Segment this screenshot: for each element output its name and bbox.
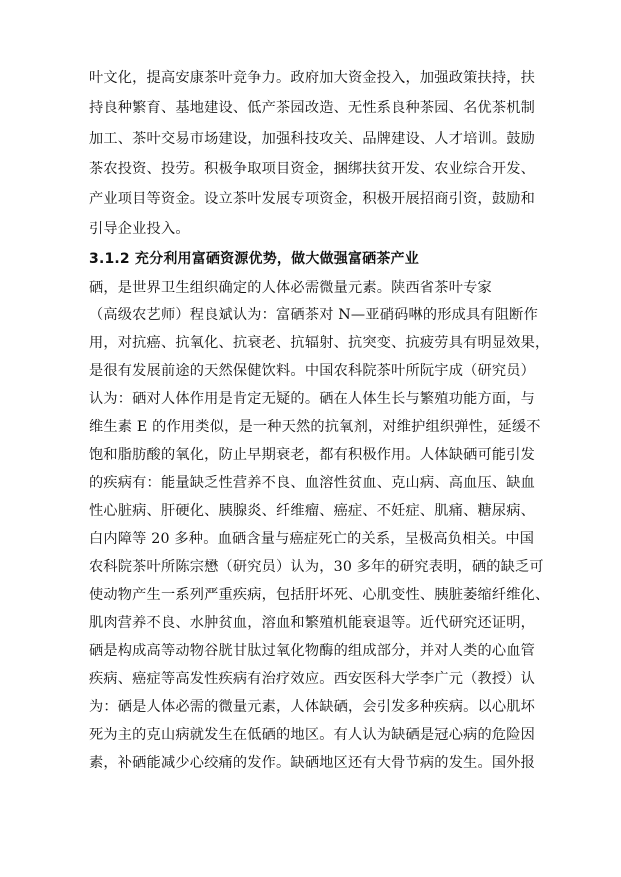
paragraph-line: 为：硒是人体必需的微量元素，人体缺硒，会引发多种疾病。以心肌坏 [89, 699, 536, 715]
paragraph-line: 加工、茶叶交易市场建设，加强科技攻关、品牌建设、人才培训。鼓励 [89, 131, 536, 147]
paragraph-line: 认为：硒对人体作用是肯定无疑的。硒在人体生长与繁殖功能方面，与 [89, 391, 536, 407]
paragraph-line: 白内障等 20 多种。血硒含量与癌症死亡的关系，呈极高负相关。中国 [89, 531, 535, 547]
paragraph-line: 引导企业投入。 [89, 221, 190, 237]
paragraph-line: （高级农艺师）程良斌认为：富硒茶对 N—亚硝码啉的形成具有阻断作 [89, 307, 538, 323]
section-heading: 3.1.2 充分利用富硒资源优势，做大做强富硒茶产业 [89, 251, 419, 267]
paragraph-line: 维生素 E 的作用类似，是一种天然的抗氧剂，对维护组织弹性，延缓不 [89, 419, 541, 435]
paragraph-line: 硒，是世界卫生组织确定的人体必需微量元素。陕西省茶叶专家 [89, 280, 492, 296]
paragraph-line: 农科院茶叶所陈宗懋（研究员）认为，30 多年的研究表明，硒的缺乏可 [89, 559, 544, 575]
paragraph-line: 的疾病有：能量缺乏性营养不良、血溶性贫血、克山病、高血压、缺血 [89, 475, 536, 491]
paragraph-line: 疾病、癌症等高发性疾病有治疗效应。西安医科大学李广元（教授）认 [89, 671, 536, 687]
paragraph-line: 死为主的克山病就发生在低硒的地区。有人认为缺硒是冠心病的危险因 [89, 727, 536, 743]
paragraph-line: 用，对抗癌、抗氧化、抗衰老、抗辐射、抗突变、抗疲劳具有明显效果， [89, 335, 550, 351]
paragraph-line: 产业项目等资金。设立茶叶发展专项资金，积极开展招商引资，鼓励和 [89, 191, 536, 207]
paragraph-line: 叶文化，提高安康茶叶竞争力。政府加大资金投入，加强政策扶持，扶 [89, 70, 536, 86]
paragraph-line: 性心脏病、肝硬化、胰腺炎、纤维瘤、癌症、不妊症、肌痛、糖尿病、 [89, 503, 536, 519]
paragraph-line: 是很有发展前途的天然保健饮料。中国农科院茶叶所阮宇成（研究员） [89, 363, 536, 379]
paragraph-line: 使动物产生一系列严重疾病，包括肝坏死、心肌变性、胰脏萎缩纤维化、 [89, 587, 550, 603]
paragraph-line: 持良种繁育、基地建设、低产茶园改造、无性系良种茶园、名优茶机制 [89, 100, 536, 116]
paragraph-line: 茶农投资、投劳。积极争取项目资金，捆绑扶贫开发、农业综合开发、 [89, 161, 536, 177]
paragraph-line: 硒是构成高等动物谷胱甘肽过氧化物酶的组成部分，并对人类的心血管 [89, 643, 536, 659]
paragraph-line: 饱和脂肪酸的氧化，防止早期衰老，都有积极作用。人体缺硒可能引发 [89, 447, 536, 463]
paragraph-line: 肌肉营养不良、水肿贫血，溶血和繁殖机能衰退等。近代研究还证明， [89, 615, 536, 631]
paragraph-line: 素，补硒能减少心绞痛的发作。缺硒地区还有大骨节病的发生。国外报 [89, 755, 536, 771]
